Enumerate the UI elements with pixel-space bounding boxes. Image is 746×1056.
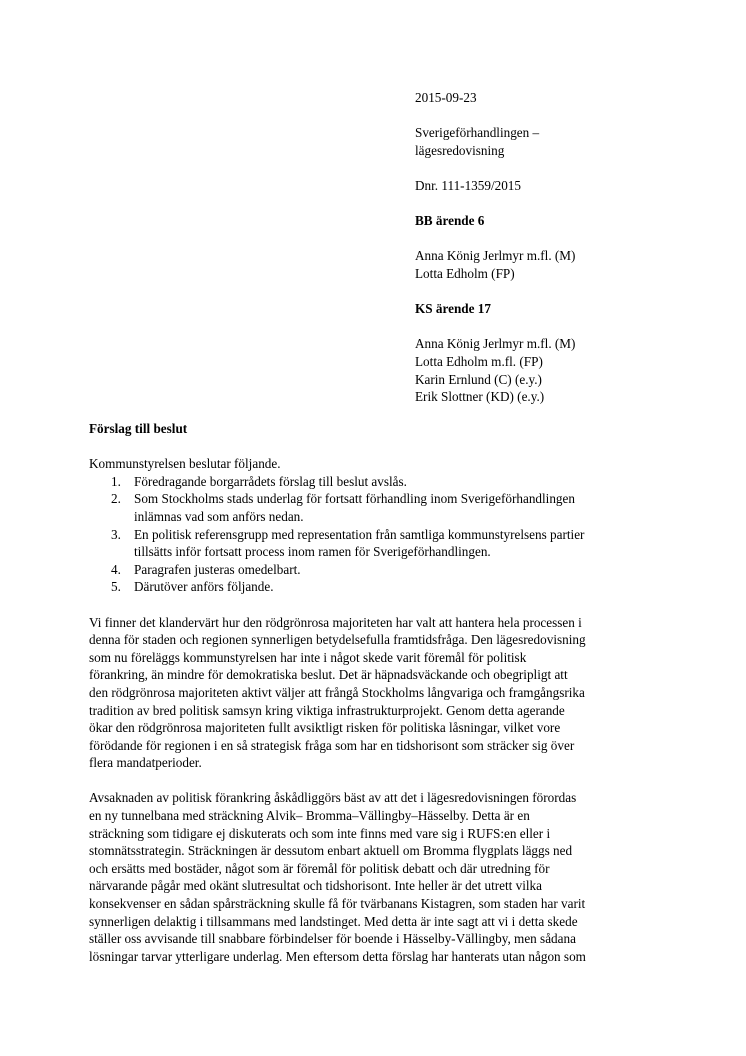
list-item <box>89 578 664 596</box>
bb-heading: BB ärende 6 <box>415 213 485 229</box>
ks-name: Erik Slottner (KD) (e.y.) <box>415 389 545 405</box>
ks-heading: KS ärende 17 <box>415 301 491 317</box>
paragraph-line: en ny tunnelbana med sträckning Alvik– Bromma–Vällingby–Hässelby. Detta är en <box>89 808 530 824</box>
list-item-line: Därutöver anförs följande. <box>134 579 274 595</box>
list-item-number: 4. <box>111 561 121 577</box>
list-item-number: 3. <box>111 526 121 542</box>
paragraph <box>89 614 664 772</box>
main-body <box>89 420 664 965</box>
paragraph-line: lösningar tarvar ytterligare underlag. Men eftersom detta förslag har hanterats utan någon som <box>89 948 586 964</box>
paragraph-line: förödande för regionen i en så strategisk fråga som har en tidshorisont som sträcker sig över <box>89 737 575 753</box>
paragraph-line: konsekvenser en sådan spårsträckning skulle få för tvärbanans Kistagren, som staden har varit <box>89 896 586 912</box>
document-title-line1: Sverigeförhandlingen – <box>415 125 540 141</box>
paragraph-line: närvarande pågår med okänt slutresultat och tidshorisont. Inte heller är det utrett vilka <box>89 878 542 894</box>
list-item-line: Som Stockholms stads underlag för fortsatt förhandling inom Sverigeförhandlingen <box>134 491 575 507</box>
list-item-number: 1. <box>111 473 121 489</box>
decision-list <box>89 473 664 596</box>
ks-name: Lotta Edholm m.fl. (FP) <box>415 353 543 369</box>
bb-name: Lotta Edholm (FP) <box>415 265 515 281</box>
paragraph-line: förankring, än mindre för demokratiska beslut. Det är häpnadsväckande och obegripligt att <box>89 667 568 683</box>
paragraph-line: sträckning som tidigare ej diskuterats och som inte finns med vare sig i RUFS:en eller i <box>89 825 551 841</box>
paragraph-line: som nu föreläggs kommunstyrelsen har inte i något skede varit föremål för politisk <box>89 649 527 665</box>
list-item-line: Föredragande borgarrådets förslag till beslut avslås. <box>134 473 407 489</box>
paragraph-line: flera mandatperioder. <box>89 755 202 771</box>
bb-name: Anna König Jerlmyr m.fl. (M) <box>415 248 576 264</box>
list-item <box>89 561 664 579</box>
paragraph-line: ökar den rödgrönrosa majoriteten fullt avsiktligt risken för politiska låsningar, vilket vore <box>89 720 561 736</box>
paragraph <box>89 789 664 965</box>
list-item <box>89 473 664 491</box>
paragraph-line: Vi finner det klandervärt hur den rödgrönrosa majoriteten har valt att hantera hela processen i <box>89 614 582 630</box>
list-item-number: 2. <box>111 491 121 507</box>
ks-name: Karin Ernlund (C) (e.y.) <box>415 371 542 387</box>
section-heading: Förslag till beslut <box>89 421 188 436</box>
list-item-line: inlämnas vad som anförs nedan. <box>134 508 304 524</box>
list-item-number: 5. <box>111 579 121 595</box>
paragraph-line: denna för staden och regionen synnerligen betydelsefulla framtidsfråga. Den lägesredovisning <box>89 632 586 648</box>
paragraph-line: Avsaknaden av politisk förankring åskådliggörs bäst av att det i lägesredovisningen förordas <box>89 790 577 806</box>
list-item-line: Paragrafen justeras omedelbart. <box>134 561 301 577</box>
list-item <box>89 490 664 525</box>
ks-name: Anna König Jerlmyr m.fl. (M) <box>415 336 576 352</box>
document-date: 2015-09-23 <box>415 90 477 105</box>
list-item-line: En politisk referensgrupp med representation från samtliga kommunstyrelsens partier <box>134 526 585 542</box>
paragraph-line: synnerligen delaktig i tillsammans med landstinget. Med detta är inte sagt att vi i detta skede <box>89 913 578 929</box>
diary-number: Dnr. 111-1359/2015 <box>415 177 521 193</box>
header-block <box>415 89 715 406</box>
list-item <box>89 526 664 561</box>
section-intro: Kommunstyrelsen beslutar följande. <box>89 456 281 472</box>
paragraph-line: stomnätsstrategin. Sträckningen är dessutom enbart aktuell om Bromma flygplats läggs ned <box>89 843 573 859</box>
paragraph-line: och ersätts med bostäder, något som är föremål för politisk debatt och där utredning för <box>89 860 550 876</box>
paragraph-line: ställer oss avvisande till snabbare förbindelser för boende i Hässelby-Vällingby, men sådana <box>89 931 576 947</box>
list-item-line: tillsätts inför fortsatt process inom ramen för Sverigeförhandlingen. <box>134 544 491 560</box>
paragraph-line: tradition av bred politisk samsyn kring viktiga infrastrukturprojekt. Genom detta agerande <box>89 702 565 718</box>
paragraph-line: den rödgrönrosa majoriteten aktivt väljer att frångå Stockholms långvariga och framgångsrika <box>89 684 585 700</box>
document-title-line2: lägesredovisning <box>415 142 505 158</box>
